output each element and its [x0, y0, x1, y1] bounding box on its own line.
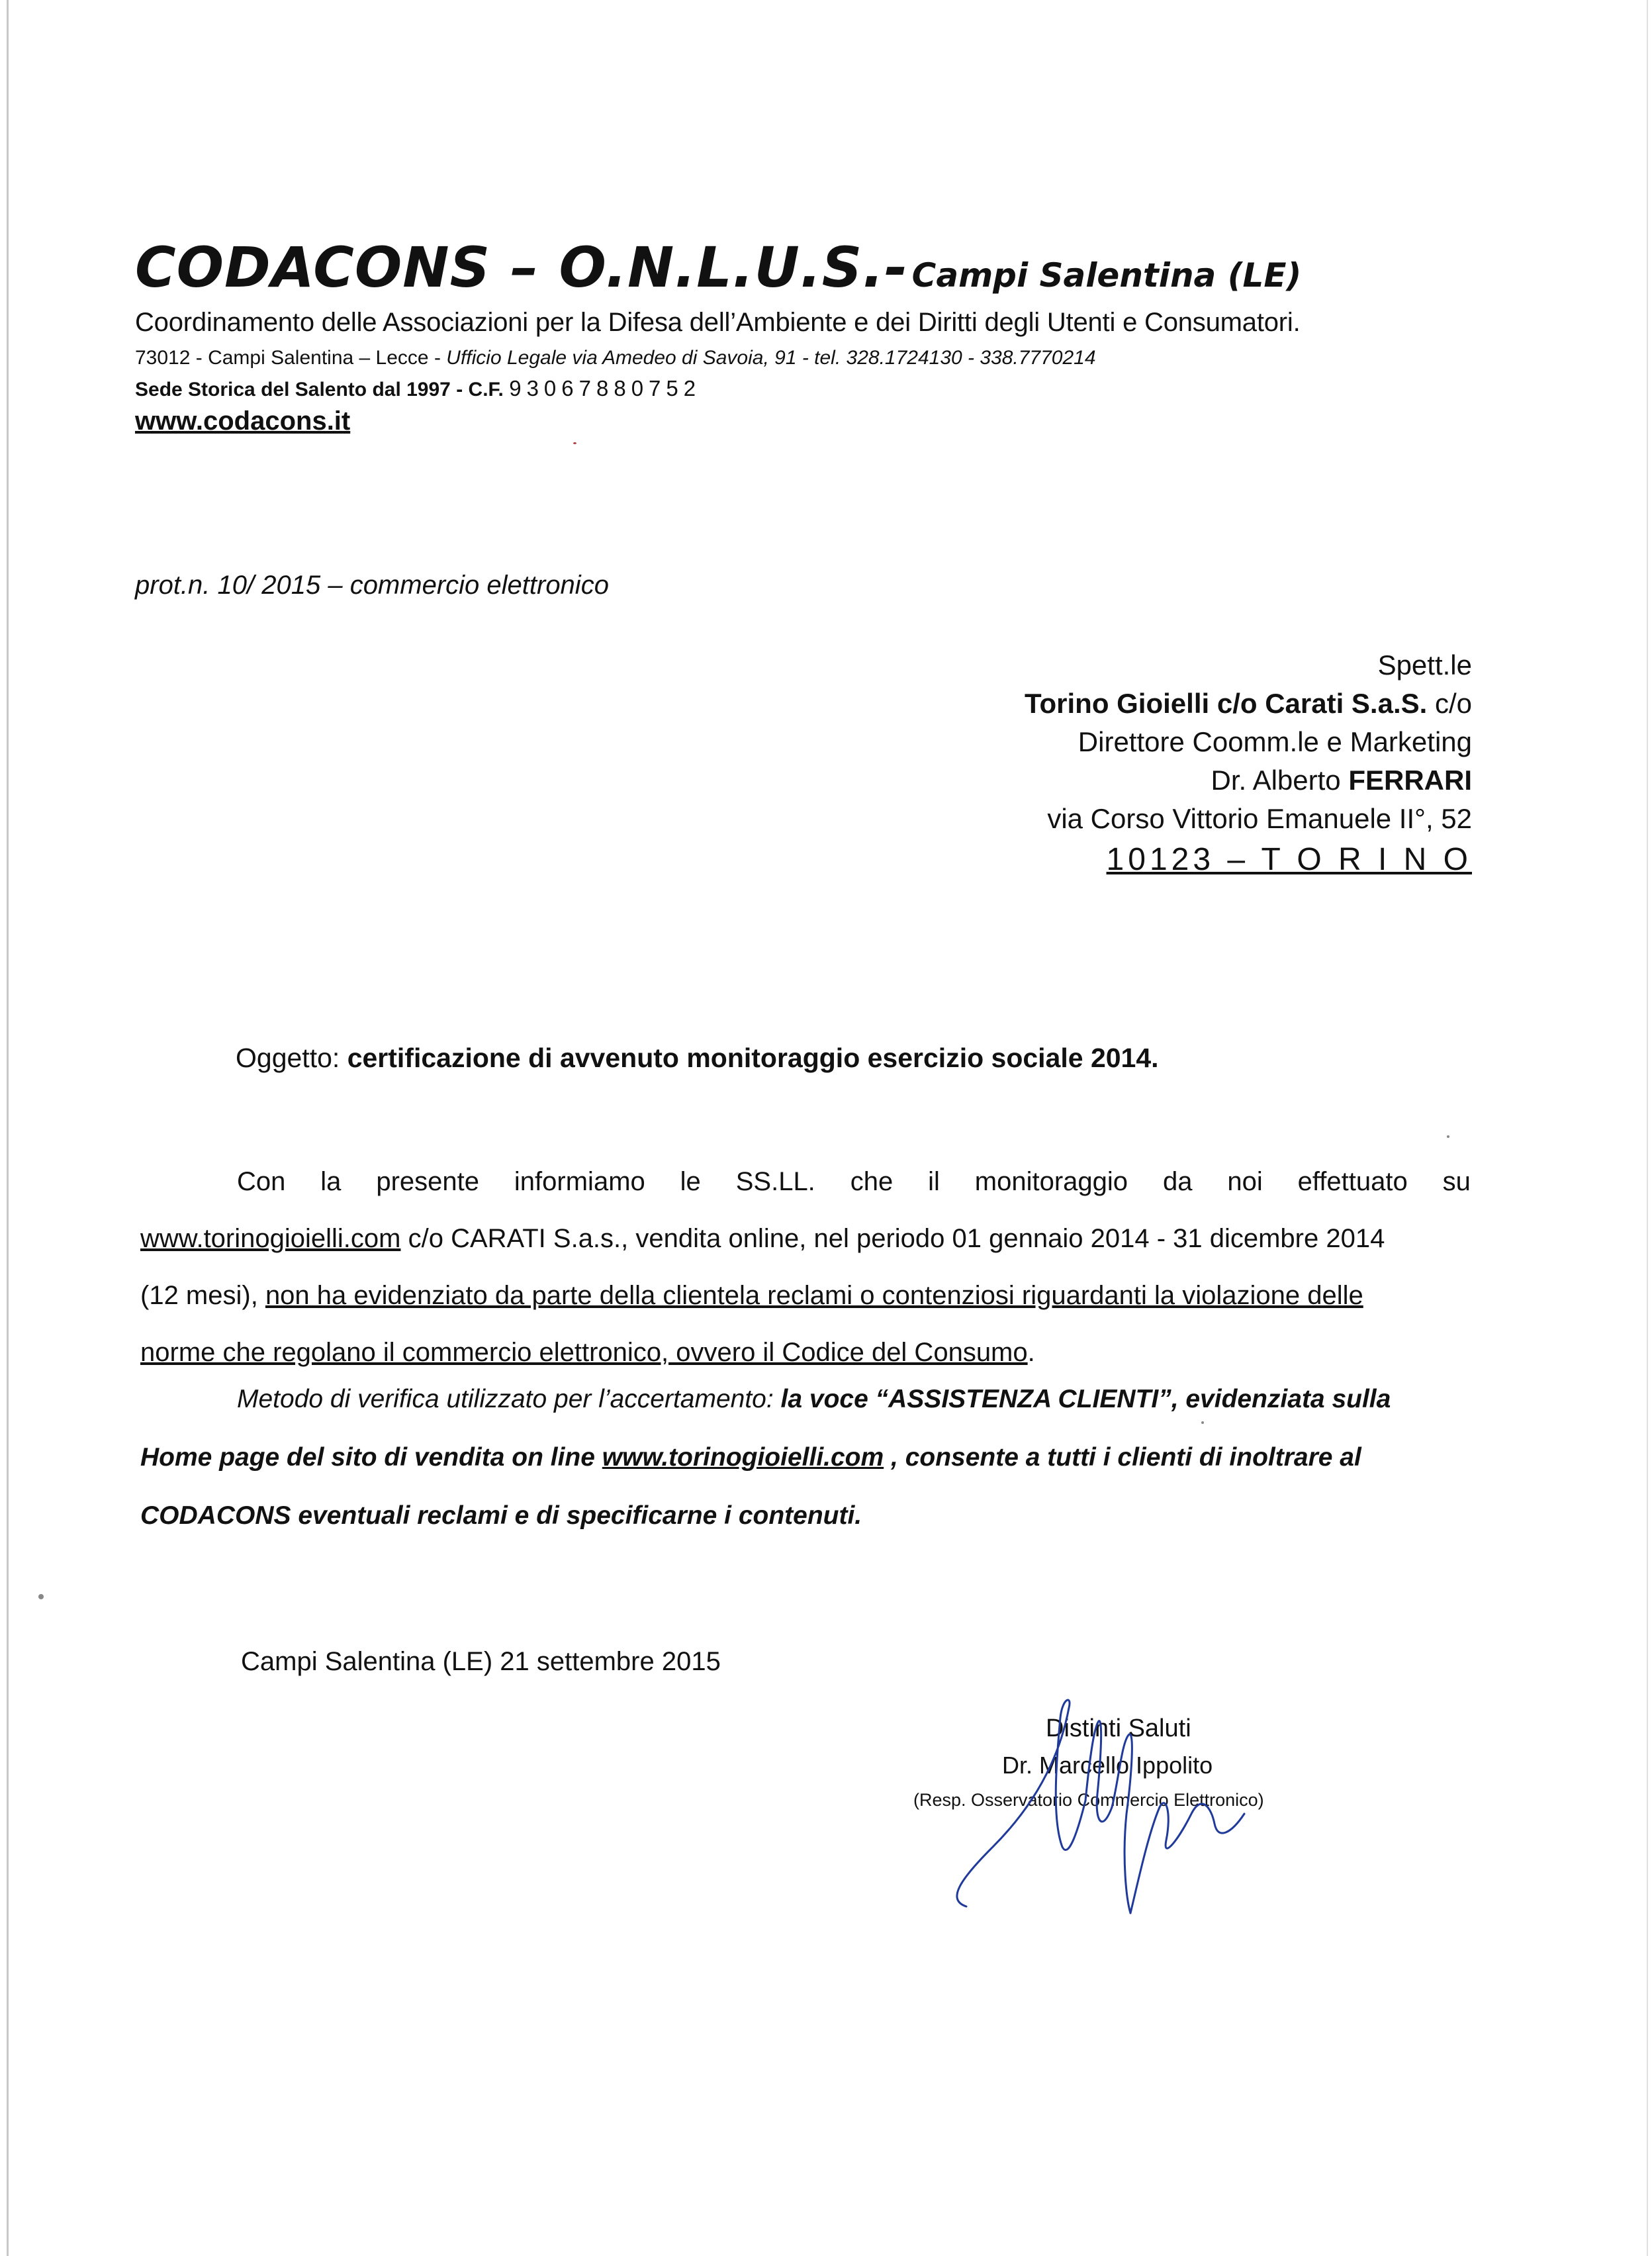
method-text-2a: Home page del sito di vendita on line — [140, 1443, 602, 1472]
subject-line — [236, 1043, 1159, 1074]
sede-label: Sede Storica del Salento dal 1997 - C.F. — [135, 379, 504, 400]
paragraph-monitoring — [140, 1153, 1471, 1381]
org-address — [135, 347, 1459, 369]
paragraph-1-word: il — [928, 1167, 940, 1196]
subject-text: certificazione di avvenuto monitoraggio esercizio sociale 2014. — [347, 1043, 1159, 1073]
finding-end: . — [1027, 1338, 1035, 1367]
paragraph-1-word: da — [1162, 1167, 1193, 1196]
paragraph-1-word: SS.LL. — [735, 1167, 815, 1196]
finding-text-1: non ha evidenziato da parte della clientela reclami o contenziosi riguardanti la violazione delle — [265, 1281, 1363, 1310]
duration-text: (12 mesi), — [140, 1281, 265, 1310]
method-text-1: la voce “ASSISTENZA CLIENTI”, evidenziata sulla — [773, 1385, 1391, 1413]
fiscal-code: 93067880752 — [509, 376, 702, 400]
paragraph-1-line-1 — [140, 1153, 1471, 1210]
paragraph-2-line-1 — [140, 1370, 1471, 1429]
paragraph-2-line-2 — [140, 1429, 1471, 1487]
paragraph-1-word: presente — [376, 1167, 480, 1196]
org-website: www.codacons.it — [135, 406, 351, 436]
paragraph-1-line-3 — [140, 1267, 1471, 1324]
letterhead — [135, 235, 1459, 436]
recipient-company-suffix: c/o — [1434, 688, 1472, 719]
paragraph-1-word: noi — [1227, 1167, 1263, 1196]
paragraph-1-word: Con — [237, 1167, 286, 1196]
paragraph-1-word: informiamo — [514, 1167, 645, 1196]
method-text-2b: , consente a tutti i clienti di inoltrare al — [884, 1443, 1361, 1472]
paragraph-1-word: su — [1442, 1167, 1471, 1196]
recipient-person — [1025, 761, 1472, 800]
period-text: c/o CARATI S.a.s., vendita online, nel periodo 01 gennaio 2014 - 31 dicembre 2014 — [400, 1224, 1385, 1253]
address-prefix: 73012 - Campi Salentina – Lecce - — [135, 347, 441, 369]
scan-speck — [1201, 1421, 1204, 1424]
site-link[interactable]: www.torinogioielli.com — [140, 1224, 401, 1253]
address-office: Ufficio Legale via Amedeo di Savoia, 91 - tel. 328.1724130 - 338.7770214 — [446, 347, 1096, 369]
recipient-person-surname: FERRARI — [1348, 765, 1472, 796]
paragraph-1-word: che — [850, 1167, 894, 1196]
method-lead: Metodo di verifica utilizzato per l’accertamento: — [237, 1385, 774, 1413]
signer-name: Dr. Marcello Ippolito — [1002, 1752, 1213, 1779]
place-date: Campi Salentina (LE) 21 settembre 2015 — [241, 1647, 721, 1676]
recipient-city-text: 10123 – T O R I N O — [1106, 842, 1472, 877]
recipient-city — [1025, 841, 1472, 879]
scan-edge-left — [7, 0, 9, 2256]
recipient-street: via Corso Vittorio Emanuele II°, 52 — [1047, 803, 1472, 834]
protocol-number: prot.n. 10/ 2015 – commercio elettronico — [135, 571, 609, 600]
scan-edge-right — [1647, 0, 1648, 2256]
finding-text-2: norme che regolano il commercio elettronico, ovvero il Codice del Consumo — [140, 1338, 1028, 1367]
recipient-company — [1025, 684, 1472, 723]
paragraph-1-word: effettuato — [1297, 1167, 1408, 1196]
paragraph-1-word: le — [680, 1167, 701, 1196]
recipient-company-name: Torino Gioielli c/o Carati S.a.S. — [1024, 688, 1428, 719]
signer-role: (Resp. Osservatorio Commercio Elettronico) — [913, 1790, 1264, 1810]
org-name: CODACONS – O.N.L.U.S.- — [135, 235, 909, 300]
subject-label: Oggetto: — [236, 1043, 340, 1073]
paragraph-2-line-3: CODACONS eventuali reclami e di specificarne i contenuti. — [140, 1501, 862, 1530]
paragraph-1-word: monitoraggio — [974, 1167, 1128, 1196]
method-site-link[interactable]: www.torinogioielli.com — [602, 1443, 884, 1472]
handwritten-signature — [920, 1681, 1291, 1933]
paragraph-1-line-2 — [140, 1210, 1471, 1267]
closing-greeting: Distinti Saluti — [1046, 1715, 1191, 1742]
scan-speck — [38, 1594, 44, 1599]
org-title — [135, 235, 1459, 300]
paragraph-1-word: la — [320, 1167, 342, 1196]
paragraph-method — [140, 1370, 1471, 1545]
recipient-salutation: Spett.le — [1377, 649, 1472, 681]
org-sede — [135, 376, 1459, 401]
scan-speck — [573, 442, 576, 444]
org-subtitle: Coordinamento delle Associazioni per la Difesa dell’Ambiente e dei Diritti degli Utenti e Consumatori. — [135, 308, 1301, 337]
recipient-block — [1025, 646, 1472, 879]
recipient-person-prefix: Dr. Alberto — [1211, 765, 1341, 796]
recipient-role: Direttore Coomm.le e Marketing — [1078, 726, 1472, 757]
scan-speck — [1447, 1135, 1449, 1138]
org-place: Campi Salentina (LE) — [911, 256, 1302, 295]
